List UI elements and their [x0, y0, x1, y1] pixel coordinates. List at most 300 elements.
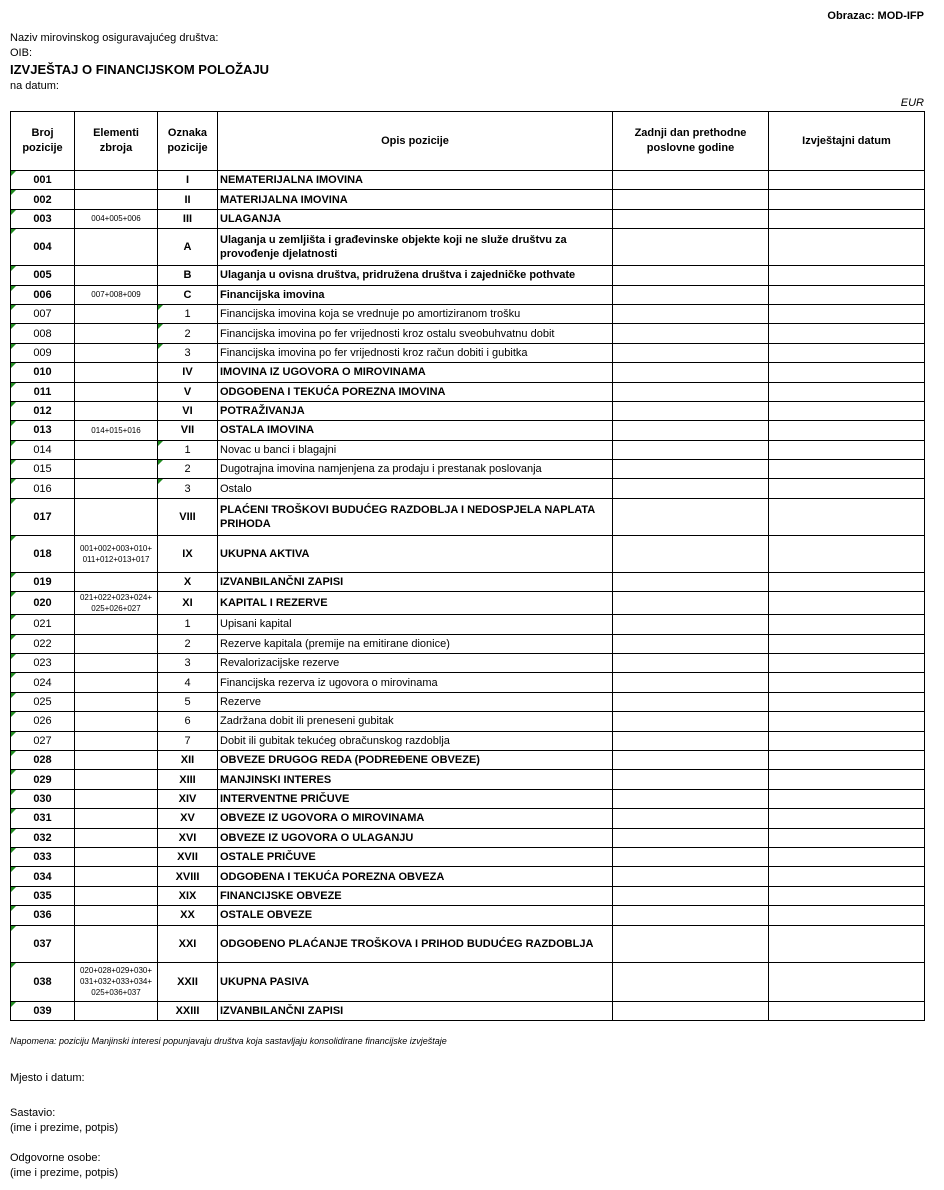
reporting-date-value-cell[interactable] [769, 731, 925, 750]
previous-year-value-cell[interactable] [613, 440, 769, 459]
position-description-text: OBVEZE IZ UGOVORA O MIROVINAMA [220, 812, 425, 825]
previous-year-value-cell[interactable] [613, 615, 769, 634]
compiled-by-label: Sastavio: [10, 1107, 56, 1119]
table-row [11, 906, 925, 925]
reporting-date-value-cell[interactable] [769, 324, 925, 343]
table-header-row [11, 112, 925, 171]
table-row [11, 229, 925, 266]
previous-year-value-cell[interactable] [613, 171, 769, 190]
position-mark [158, 692, 218, 711]
position-description [218, 440, 613, 459]
reporting-date-value-cell[interactable] [769, 343, 925, 362]
position-mark [158, 1001, 218, 1020]
position-description-text: KAPITAL I REZERVE [220, 597, 328, 610]
header-oznaka: Oznaka pozicije [158, 112, 218, 171]
table-row [11, 712, 925, 731]
cell-comment-marker-icon [11, 536, 16, 541]
cell-comment-marker-icon [11, 615, 16, 620]
cell-comment-marker-icon [11, 460, 16, 465]
position-description-text: Zadržana dobit ili preneseni gubitak [220, 715, 394, 728]
header-opis: Opis pozicije [218, 112, 613, 171]
sum-elements [75, 343, 158, 362]
cell-comment-marker-icon [158, 324, 163, 329]
position-number-text: 033 [33, 851, 52, 864]
position-mark [158, 382, 218, 401]
position-mark [158, 809, 218, 828]
previous-year-value-cell[interactable] [613, 363, 769, 382]
position-description [218, 886, 613, 905]
position-description-text: Ulaganja u zemljišta i građevinske objekte koji ne služe društvu za provođenje djelatnosti [220, 234, 567, 261]
cell-comment-marker-icon [11, 324, 16, 329]
reporting-date-value-cell[interactable] [769, 654, 925, 673]
sum-elements-text: 001+002+003+010+ 011+012+013+017 [79, 543, 153, 564]
cell-comment-marker-icon [11, 732, 16, 737]
position-number [11, 229, 75, 266]
reporting-date-value-cell[interactable] [769, 925, 925, 962]
cell-comment-marker-icon [11, 421, 16, 426]
previous-year-value-cell[interactable] [613, 592, 769, 615]
compiled-by-block [10, 1106, 118, 1136]
table-row [11, 828, 925, 847]
position-number [11, 171, 75, 190]
position-number [11, 190, 75, 209]
reporting-date-value-cell[interactable] [769, 750, 925, 769]
position-mark-text: 2 [184, 463, 191, 476]
position-description-text: UKUPNA AKTIVA [220, 547, 310, 560]
previous-year-value-cell[interactable] [613, 634, 769, 653]
position-mark-text: B [183, 269, 192, 282]
position-description-text: OBVEZE DRUGOG REDA (PODREĐENE OBVEZE) [220, 754, 480, 767]
previous-year-value-cell[interactable] [613, 460, 769, 479]
previous-year-value-cell[interactable] [613, 886, 769, 905]
position-number-text: 036 [33, 909, 52, 922]
position-description [218, 906, 613, 925]
position-description [218, 634, 613, 653]
position-mark-text: XIX [178, 889, 197, 902]
position-number-text: 016 [33, 482, 52, 495]
position-description [218, 847, 613, 866]
cell-comment-marker-icon [158, 344, 163, 349]
reporting-date-value-cell[interactable] [769, 285, 925, 304]
previous-year-value-cell[interactable] [613, 906, 769, 925]
position-mark-text: XXIII [175, 1004, 200, 1017]
previous-year-value-cell[interactable] [613, 266, 769, 285]
header-reporting-date: Izvještajni datum [769, 112, 925, 171]
reporting-date-value-cell[interactable] [769, 789, 925, 808]
reporting-date-value-cell[interactable] [769, 229, 925, 266]
previous-year-value-cell[interactable] [613, 401, 769, 420]
position-mark [158, 925, 218, 962]
position-mark-text: IX [182, 547, 193, 560]
position-number-text: 007 [33, 308, 52, 321]
position-number-text: 034 [33, 870, 52, 883]
previous-year-value-cell[interactable] [613, 498, 769, 535]
position-mark [158, 343, 218, 362]
sum-elements [75, 615, 158, 634]
position-description [218, 171, 613, 190]
cell-comment-marker-icon [11, 383, 16, 388]
position-mark [158, 572, 218, 591]
position-number [11, 654, 75, 673]
sum-elements-text: 021+022+023+024+ 025+026+027 [79, 593, 153, 614]
position-description-text: IMOVINA IZ UGOVORA O MIROVINAMA [220, 366, 426, 379]
cell-comment-marker-icon [11, 441, 16, 446]
position-number-text: 006 [33, 288, 52, 301]
position-mark-text: XXI [178, 937, 197, 950]
position-description [218, 343, 613, 362]
position-mark [158, 229, 218, 266]
position-number [11, 828, 75, 847]
position-mark [158, 673, 218, 692]
reporting-date-value-cell[interactable] [769, 867, 925, 886]
sum-elements [75, 828, 158, 847]
previous-year-value-cell[interactable] [613, 731, 769, 750]
table-row [11, 847, 925, 866]
cell-comment-marker-icon [11, 906, 16, 911]
sum-elements [75, 171, 158, 190]
position-mark-text: 3 [184, 657, 191, 670]
reporting-date-value-cell[interactable] [769, 209, 925, 228]
sum-elements [75, 190, 158, 209]
reporting-date-value-cell[interactable] [769, 401, 925, 420]
position-description [218, 1001, 613, 1020]
reporting-date-value-cell[interactable] [769, 421, 925, 440]
sum-elements [75, 572, 158, 591]
previous-year-value-cell[interactable] [613, 421, 769, 440]
cell-comment-marker-icon [11, 867, 16, 872]
position-description-text: Rezerve [220, 696, 261, 708]
reporting-date-value-cell[interactable] [769, 460, 925, 479]
position-number [11, 382, 75, 401]
reporting-date-value-cell[interactable] [769, 190, 925, 209]
cell-comment-marker-icon [11, 848, 16, 853]
previous-year-value-cell[interactable] [613, 343, 769, 362]
sum-elements [75, 401, 158, 420]
reporting-date-value-cell[interactable] [769, 572, 925, 591]
previous-year-value-cell[interactable] [613, 847, 769, 866]
reporting-date-value-cell[interactable] [769, 809, 925, 828]
previous-year-value-cell[interactable] [613, 673, 769, 692]
cell-comment-marker-icon [11, 402, 16, 407]
position-description-text: Financijska imovina po fer vrijednosti kroz račun dobiti i gubitka [220, 346, 528, 359]
previous-year-value-cell[interactable] [613, 382, 769, 401]
position-description [218, 692, 613, 711]
previous-year-value-cell[interactable] [613, 789, 769, 808]
reporting-date-value-cell[interactable] [769, 1001, 925, 1020]
position-mark-text: 4 [184, 676, 191, 689]
position-number [11, 535, 75, 572]
table-row [11, 867, 925, 886]
position-mark-text: 1 [184, 308, 191, 321]
previous-year-value-cell[interactable] [613, 572, 769, 591]
position-mark-text: XVII [177, 851, 198, 864]
sum-elements [75, 886, 158, 905]
position-number-text: 031 [33, 812, 52, 825]
table-row [11, 925, 925, 962]
reporting-date-value-cell[interactable] [769, 266, 925, 285]
position-description [218, 229, 613, 266]
position-mark [158, 750, 218, 769]
reporting-date-value-cell[interactable] [769, 479, 925, 498]
oib-label: OIB: [10, 47, 33, 59]
reporting-date-value-cell[interactable] [769, 440, 925, 459]
sum-elements [75, 304, 158, 323]
position-description [218, 770, 613, 789]
position-number [11, 285, 75, 304]
position-description-text: Dugotrajna imovina namjenjena za prodaju i prestanak poslovanja [220, 463, 542, 476]
previous-year-value-cell[interactable] [613, 770, 769, 789]
position-description [218, 535, 613, 572]
sum-elements [75, 750, 158, 769]
position-mark [158, 440, 218, 459]
position-mark [158, 535, 218, 572]
previous-year-value-cell[interactable] [613, 867, 769, 886]
position-number-text: 035 [33, 889, 52, 902]
previous-year-value-cell[interactable] [613, 925, 769, 962]
position-description-text: POTRAŽIVANJA [220, 405, 305, 418]
cell-comment-marker-icon [11, 479, 16, 484]
cell-comment-marker-icon [11, 790, 16, 795]
previous-year-value-cell[interactable] [613, 229, 769, 266]
sum-elements [75, 712, 158, 731]
table-row [11, 886, 925, 905]
previous-year-value-cell[interactable] [613, 809, 769, 828]
position-number-text: 004 [33, 241, 52, 254]
position-description-text: Novac u banci i blagajni [220, 443, 337, 456]
position-description-text: Financijska imovina koja se vrednuje po amortiziranom trošku [220, 308, 521, 321]
position-description-text: IZVANBILANČNI ZAPISI [220, 576, 344, 589]
position-description-text: Revalorizacijske rezerve [220, 657, 340, 670]
position-number-text: 009 [33, 346, 52, 359]
position-mark-text: 2 [184, 637, 191, 650]
cell-comment-marker-icon [11, 829, 16, 834]
position-mark [158, 171, 218, 190]
table-row [11, 673, 925, 692]
position-mark-text: 3 [184, 482, 191, 495]
position-mark [158, 906, 218, 925]
previous-year-value-cell[interactable] [613, 962, 769, 1001]
previous-year-value-cell[interactable] [613, 304, 769, 323]
previous-year-value-cell[interactable] [613, 1001, 769, 1020]
sum-elements [75, 498, 158, 535]
cell-comment-marker-icon [11, 190, 16, 195]
table-row [11, 285, 925, 304]
position-description [218, 421, 613, 440]
table-row [11, 421, 925, 440]
position-description-text: NEMATERIJALNA IMOVINA [220, 174, 363, 187]
sum-elements [75, 731, 158, 750]
previous-year-value-cell[interactable] [613, 535, 769, 572]
position-mark-text: XI [182, 597, 193, 610]
reporting-date-value-cell[interactable] [769, 673, 925, 692]
previous-year-value-cell[interactable] [613, 654, 769, 673]
position-mark-text: VI [182, 405, 193, 418]
cell-comment-marker-icon [11, 809, 16, 814]
position-description [218, 962, 613, 1001]
reporting-date-value-cell[interactable] [769, 498, 925, 535]
table-row [11, 440, 925, 459]
reporting-date-value-cell[interactable] [769, 692, 925, 711]
position-description [218, 654, 613, 673]
previous-year-value-cell[interactable] [613, 712, 769, 731]
cell-comment-marker-icon [11, 286, 16, 291]
position-mark-text: 6 [184, 715, 191, 728]
position-number [11, 460, 75, 479]
sum-elements [75, 634, 158, 653]
form-code: Obrazac: MOD-IFP [827, 10, 924, 22]
cell-comment-marker-icon [11, 751, 16, 756]
reporting-date-value-cell[interactable] [769, 634, 925, 653]
position-number-text: 003 [33, 212, 52, 225]
sum-elements [75, 592, 158, 615]
previous-year-value-cell[interactable] [613, 209, 769, 228]
sum-elements-text: 007+008+009 [91, 290, 141, 300]
position-number [11, 1001, 75, 1020]
position-number-text: 037 [33, 937, 52, 950]
sum-elements [75, 789, 158, 808]
table-row [11, 770, 925, 789]
position-description [218, 479, 613, 498]
sum-elements [75, 209, 158, 228]
sum-elements [75, 1001, 158, 1020]
position-mark-text: IV [182, 366, 193, 379]
position-mark-text: XV [180, 812, 195, 825]
header-broj: Broj pozicije [11, 112, 75, 171]
position-number-text: 025 [33, 696, 52, 708]
position-number [11, 440, 75, 459]
reporting-date-value-cell[interactable] [769, 535, 925, 572]
reporting-date-value-cell[interactable] [769, 363, 925, 382]
table-row [11, 304, 925, 323]
cell-comment-marker-icon [11, 592, 16, 597]
position-description [218, 304, 613, 323]
position-number [11, 363, 75, 382]
position-number-text: 026 [33, 715, 52, 728]
sum-elements-text: 014+015+016 [91, 425, 141, 435]
position-description-text: MANJINSKI INTERES [220, 773, 332, 786]
cell-comment-marker-icon [11, 963, 16, 968]
previous-year-value-cell[interactable] [613, 479, 769, 498]
reporting-date-value-cell[interactable] [769, 592, 925, 615]
position-mark-text: XII [180, 754, 195, 767]
position-number-text: 028 [33, 754, 52, 767]
position-description-text: Financijska rezerva iz ugovora o mirovinama [220, 676, 438, 689]
sum-elements [75, 809, 158, 828]
sum-elements [75, 229, 158, 266]
responsible-label: Odgovorne osobe: [10, 1152, 101, 1164]
position-number [11, 750, 75, 769]
cell-comment-marker-icon [11, 770, 16, 775]
sum-elements [75, 324, 158, 343]
position-mark [158, 479, 218, 498]
previous-year-value-cell[interactable] [613, 828, 769, 847]
position-mark-text: XIII [179, 773, 196, 786]
reporting-date-value-cell[interactable] [769, 171, 925, 190]
position-number-text: 013 [33, 424, 52, 437]
reporting-date-value-cell[interactable] [769, 906, 925, 925]
reporting-date-value-cell[interactable] [769, 615, 925, 634]
table-row [11, 809, 925, 828]
cell-comment-marker-icon [11, 266, 16, 271]
position-description [218, 266, 613, 285]
position-description-text: OSTALE OBVEZE [220, 909, 313, 922]
sum-elements [75, 906, 158, 925]
position-description-text: Ostalo [220, 482, 252, 495]
reporting-date-value-cell[interactable] [769, 382, 925, 401]
reporting-date-value-cell[interactable] [769, 770, 925, 789]
previous-year-value-cell[interactable] [613, 324, 769, 343]
table-row [11, 572, 925, 591]
position-mark [158, 712, 218, 731]
reporting-date-value-cell[interactable] [769, 304, 925, 323]
position-description [218, 363, 613, 382]
cell-comment-marker-icon [11, 635, 16, 640]
position-mark-text: XVI [178, 831, 197, 844]
reporting-date-value-cell[interactable] [769, 847, 925, 866]
sum-elements-text: 020+028+029+030+ 031+032+033+034+ 025+036+037 [79, 966, 153, 997]
position-number-text: 001 [33, 174, 52, 187]
sum-elements [75, 363, 158, 382]
position-number [11, 209, 75, 228]
position-number-text: 038 [33, 975, 52, 988]
previous-year-value-cell[interactable] [613, 190, 769, 209]
position-description [218, 809, 613, 828]
position-description-text: FINANCIJSKE OBVEZE [220, 889, 342, 902]
reporting-date-value-cell[interactable] [769, 712, 925, 731]
company-name-label: Naziv mirovinskog osiguravajućeg društva: [10, 32, 219, 44]
position-mark-text: V [183, 385, 192, 398]
position-number-text: 002 [33, 193, 52, 206]
reporting-date-value-cell[interactable] [769, 962, 925, 1001]
previous-year-value-cell[interactable] [613, 285, 769, 304]
table-row [11, 962, 925, 1001]
position-number [11, 266, 75, 285]
position-description [218, 460, 613, 479]
position-description [218, 285, 613, 304]
position-number-text: 039 [33, 1004, 52, 1017]
position-number-text: 027 [33, 734, 52, 747]
table-row [11, 498, 925, 535]
position-mark [158, 654, 218, 673]
sum-elements-text: 004+005+006 [91, 214, 141, 224]
reporting-date-value-cell[interactable] [769, 828, 925, 847]
position-description-text: IZVANBILANČNI ZAPISI [220, 1004, 344, 1017]
position-number-text: 024 [33, 676, 52, 689]
position-description-text: MATERIJALNA IMOVINA [220, 193, 348, 206]
position-description [218, 925, 613, 962]
table-row [11, 1001, 925, 1020]
table-row [11, 401, 925, 420]
reporting-date-value-cell[interactable] [769, 886, 925, 905]
cell-comment-marker-icon [11, 573, 16, 578]
position-description [218, 572, 613, 591]
previous-year-value-cell[interactable] [613, 692, 769, 711]
position-number [11, 847, 75, 866]
sum-elements [75, 460, 158, 479]
position-description [218, 789, 613, 808]
position-description-text: PLAĆENI TROŠKOVI BUDUĆEG RAZDOBLJA I NEDOSPJELA NAPLATA PRIHODA [220, 503, 595, 530]
sum-elements [75, 867, 158, 886]
table-row [11, 460, 925, 479]
position-mark [158, 847, 218, 866]
position-mark-text: XXII [177, 975, 198, 988]
position-number [11, 692, 75, 711]
previous-year-value-cell[interactable] [613, 750, 769, 769]
header-elementi: Elementi zbroja [75, 112, 158, 171]
position-number [11, 906, 75, 925]
position-description-text: ODGOĐENA I TEKUĆA POREZNA OBVEZA [220, 870, 445, 883]
position-mark-text: C [183, 288, 192, 301]
